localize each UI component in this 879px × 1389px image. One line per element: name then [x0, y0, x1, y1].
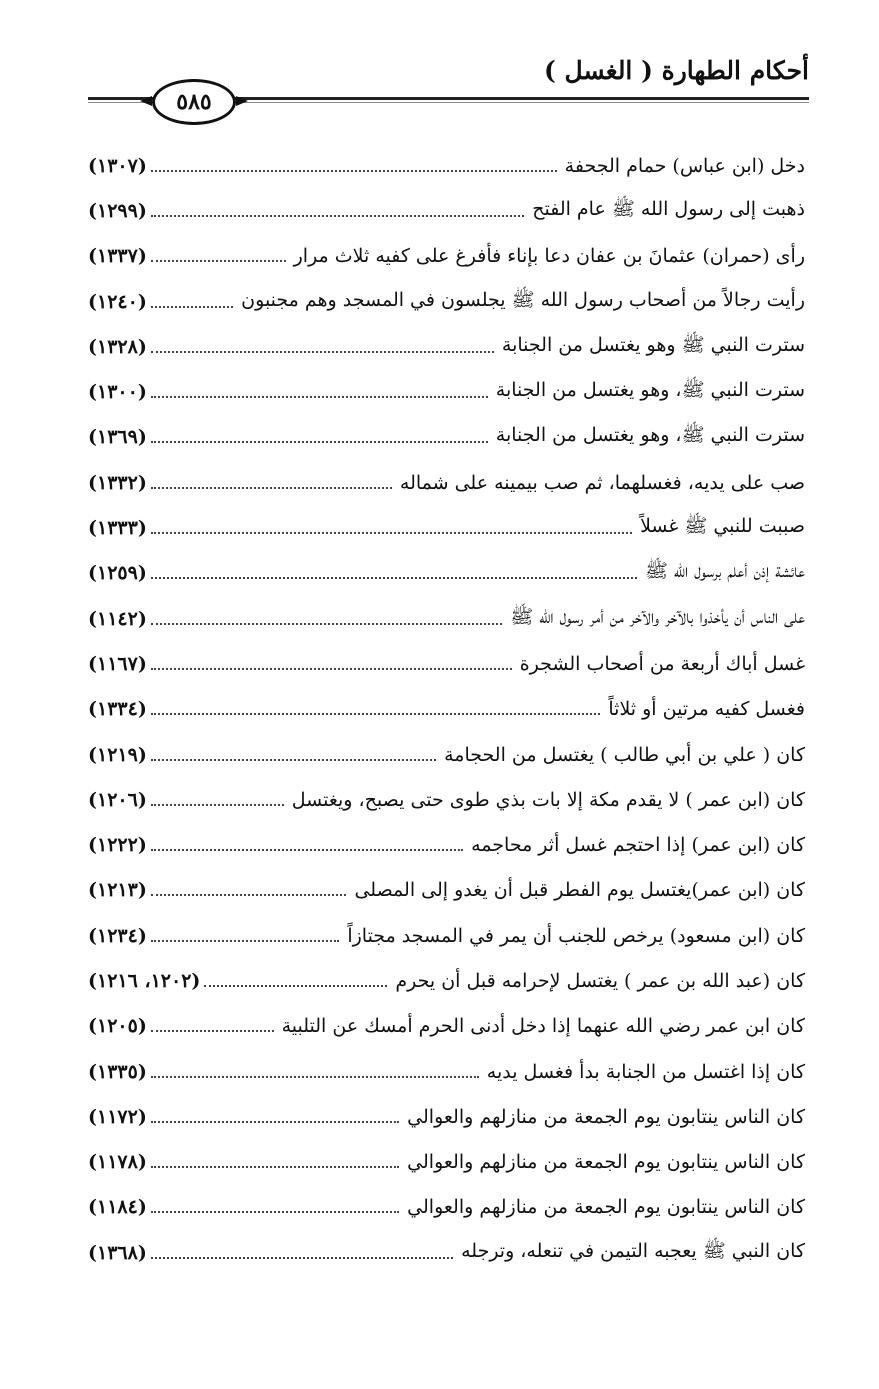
dot-leader [151, 894, 347, 896]
index-entry [88, 369, 805, 414]
entry-reference-number: (١٣٣٤) [88, 698, 147, 721]
entry-reference-number: (١١٨٤) [88, 1196, 147, 1219]
dot-leader [151, 759, 436, 761]
entry-reference-number: (١٣٣٢) [88, 471, 147, 494]
dot-leader [151, 1030, 274, 1032]
index-entry [88, 460, 805, 505]
index-entry [88, 1230, 805, 1275]
entry-text: كان الناس ينتابون يوم الجمعة من منازلهم والعوالي [407, 1196, 805, 1219]
dot-leader [151, 668, 512, 670]
dot-leader [151, 623, 502, 625]
dot-leader [151, 215, 524, 217]
dot-leader [151, 260, 286, 262]
dot-leader [151, 1076, 479, 1078]
index-entry [88, 641, 805, 686]
dot-leader [151, 532, 632, 534]
entry-text: كان ابن عمر رضي الله عنهما إذا دخل أدنى الحرم أمسك عن التلبية [281, 1015, 805, 1038]
entry-text: كان (ابن عمر ) لا يقدم مكة إلا بات بذي طوى حتى يصبح، ويغتسل [291, 788, 805, 811]
entry-reference-number: (١٢٠٢، ١٢١٦) [88, 969, 201, 992]
index-entry [88, 324, 805, 369]
entry-text: رأيت رجالاً من أصحاب رسول الله ﷺ يجلسون في المسجد وهم مجنبون [241, 288, 805, 311]
entry-text: كان الناس ينتابون يوم الجمعة من منازلهم والعوالي [407, 1105, 805, 1128]
dot-leader [151, 306, 233, 308]
entry-reference-number: (١١٧٢) [88, 1105, 147, 1128]
entry-reference-number: (١٢٠٦) [88, 788, 147, 811]
entry-reference-number: (١٢٥٩) [88, 562, 147, 585]
running-header-title: أحكام الطهارة ( الغسل ) [543, 56, 809, 85]
page-number: ٥٨٥ [176, 89, 212, 115]
index-entry [88, 279, 805, 324]
index-entry [88, 1094, 805, 1139]
entry-text: كان (ابن مسعود) يرخص للجنب أن يمر في المسجد مجتازاً [347, 924, 805, 947]
dot-leader [151, 487, 392, 489]
entry-text: صببت للنبي ﷺ غسلاً [640, 515, 805, 538]
entry-reference-number: (١٣٣٧) [88, 245, 147, 268]
index-entry [88, 732, 805, 777]
index-entry [88, 143, 805, 188]
dot-leader [204, 985, 387, 987]
index-entry [88, 868, 805, 913]
entry-text: صب على يديه، فغسلهما، ثم صب بيمينه على شماله [399, 471, 805, 494]
entry-reference-number: (١١٤٢) [88, 607, 147, 630]
entry-text: كان (ابن عمر)يغتسل يوم الفطر قبل أن يغدو إلى المصلى [354, 879, 805, 902]
dot-leader [151, 849, 463, 851]
entry-reference-number: (١٢٢٢) [88, 834, 147, 857]
index-entry [88, 551, 805, 596]
entry-text: دخل (ابن عباس) حمام الجحفة [564, 154, 805, 177]
index-entry [88, 415, 805, 460]
entry-reference-number: (١٣٣٣) [88, 517, 147, 540]
dot-leader [151, 351, 494, 353]
entry-text: كان النبي ﷺ يعجبه التيمن في تنعله، وترجله [461, 1239, 805, 1262]
index-list [88, 143, 805, 1275]
entry-reference-number: (١١٦٧) [88, 652, 147, 675]
dot-leader [151, 1211, 399, 1213]
entry-text: غسل أباك أربعة من أصحاب الشجرة [519, 652, 805, 675]
entry-reference-number: (١٢٤٠) [88, 290, 147, 313]
entry-reference-number: (١٣٢٨) [88, 335, 147, 358]
index-entry [88, 234, 805, 279]
ornament-arrow-right-icon [236, 96, 248, 106]
entry-reference-number: (١٣٠٧) [88, 154, 147, 177]
entry-reference-number: (١٢٩٩) [88, 199, 147, 222]
index-entry [88, 958, 805, 1003]
entry-text: عائشة إذن أعلم برسول الله ﷺ [644, 560, 805, 583]
entry-text: سترت النبي ﷺ وهو يغتسل من الجنابة [501, 333, 805, 356]
index-entry [88, 505, 805, 550]
ornament-arrow-left-icon [140, 96, 152, 106]
index-entry [88, 687, 805, 732]
dot-leader [151, 1257, 453, 1259]
dot-leader [151, 804, 284, 806]
dot-leader [151, 1121, 399, 1123]
index-entry [88, 1004, 805, 1049]
entry-text: كان الناس ينتابون يوم الجمعة من منازلهم والعوالي [407, 1151, 805, 1174]
dot-leader [151, 170, 557, 172]
entry-reference-number: (١٢٣٤) [88, 924, 147, 947]
index-entry [88, 777, 805, 822]
index-entry [88, 596, 805, 641]
dot-leader [151, 441, 488, 443]
index-entry [88, 188, 805, 233]
entry-text: رأى (حمران) عثمانَ بن عفان دعا بإناء فأفرغ على كفيه ثلاث مرار [293, 245, 805, 268]
entry-reference-number: (١٣٦٨) [88, 1241, 147, 1264]
entry-text: على الناس أن يأخذوا بالآخر والآخر من أمر رسول الله ﷺ [510, 605, 805, 628]
entry-reference-number: (١٣٠٠) [88, 381, 147, 404]
index-entry [88, 1185, 805, 1230]
entry-text: كان إذا اغتسل من الجنابة بدأ فغسل يديه [486, 1060, 805, 1083]
dot-leader [151, 940, 340, 942]
entry-text: سترت النبي ﷺ، وهو يغتسل من الجنابة [495, 424, 805, 447]
dot-leader [151, 713, 601, 715]
index-entry [88, 822, 805, 867]
entry-text: ذهبت إلى رسول الله ﷺ عام الفتح [532, 197, 805, 220]
dot-leader [151, 1166, 399, 1168]
entry-reference-number: (١٢١٣) [88, 879, 147, 902]
dot-leader [151, 577, 637, 579]
index-entry [88, 1049, 805, 1094]
entry-reference-number: (١٣٦٩) [88, 426, 147, 449]
entry-reference-number: (١١٧٨) [88, 1151, 147, 1174]
index-entry [88, 913, 805, 958]
entry-text: كان (عبد الله بن عمر ) يغتسل لإحرامه قبل أن يحرم [395, 969, 805, 992]
entry-text: كان ( علي بن أبي طالب ) يغتسل من الحجامة [444, 743, 805, 766]
entry-text: سترت النبي ﷺ، وهو يغتسل من الجنابة [495, 379, 805, 402]
entry-text: كان (ابن عمر) إذا احتجم غسل أثر محاجمه [471, 834, 805, 857]
entry-reference-number: (١٢٠٥) [88, 1015, 147, 1038]
dot-leader [151, 396, 488, 398]
entry-text: فغسل كفيه مرتين أو ثلاثاً [608, 698, 805, 721]
page-number-oval [152, 79, 236, 125]
entry-reference-number: (١٢١٩) [88, 743, 147, 766]
index-entry [88, 1140, 805, 1185]
entry-reference-number: (١٣٣٥) [88, 1060, 147, 1083]
